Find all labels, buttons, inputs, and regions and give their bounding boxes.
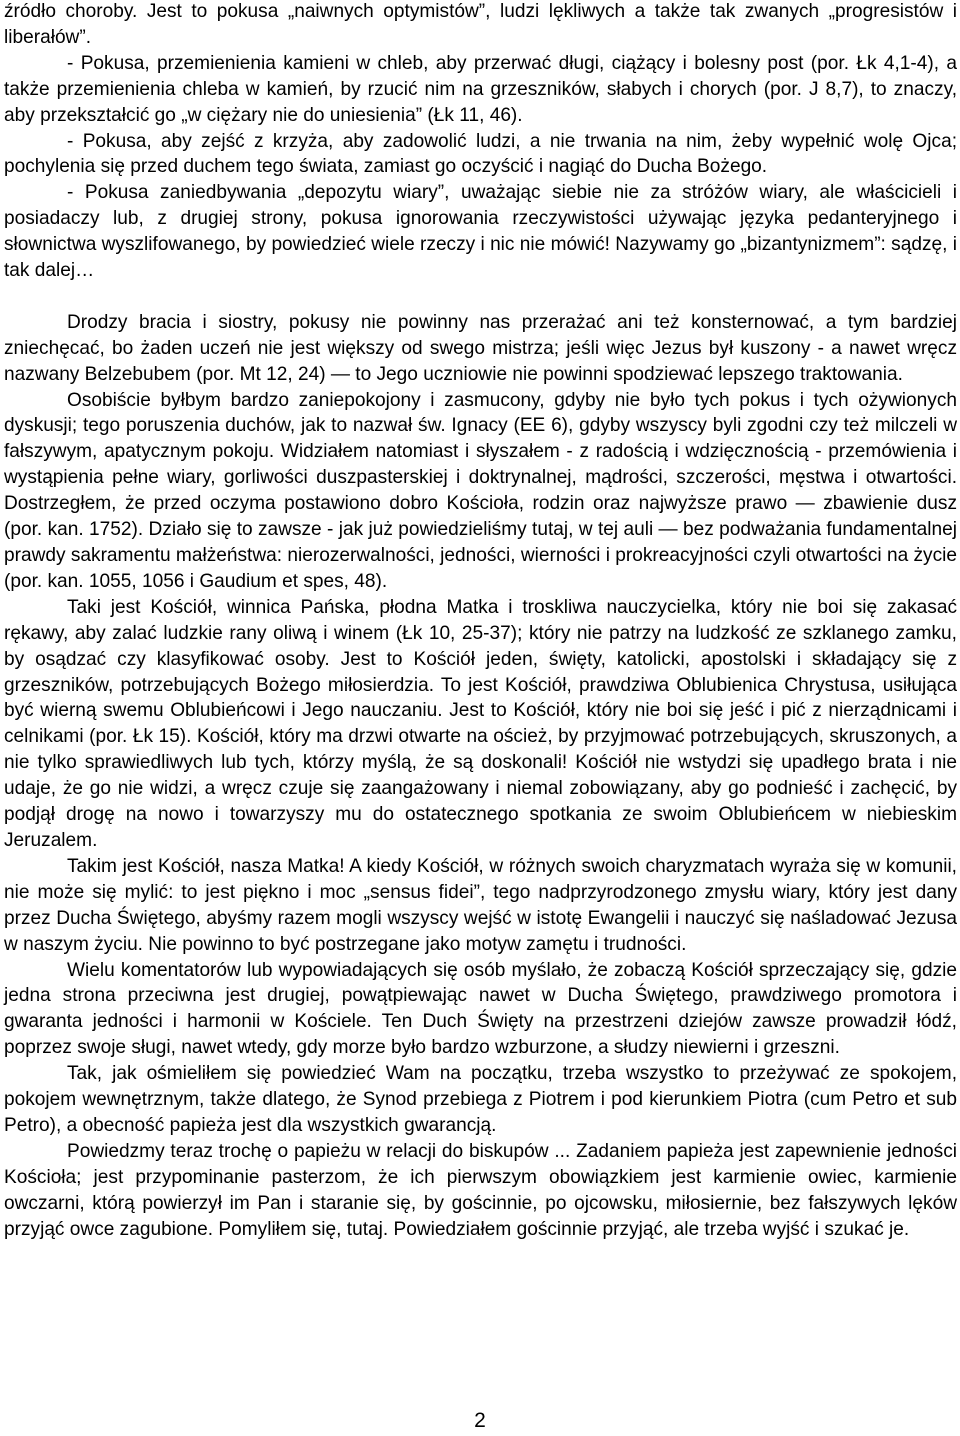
paragraph-commentators: Wielu komentatorów lub wypowiadających się osób myślało, że zobaczą Kościół sprzeczający się, gdzie jedna strona przeciwna jest drugiej, powątpiewając nawet w Ducha Świętego, prawdziwego promotora i gwaranta jedności i harmonii w Kościele. Ten Duch Święty na przestrzeni dziejów zawsze prowadził łódź, poprzez swoje sługi, nawet wtedy, gdy morze było bardzo wzburzone, a słudzy niewierni i grzeszni.	[4, 959, 957, 1059]
paragraph-temptation-cross: - Pokusa, aby zejść z krzyża, aby zadowolić ludzi, a nie trwania na nim, żeby wypełnić wolę Ojca; pochylenia się przed duchem tego świata, zamiast go oczyścić i nagiąć do Ducha Bożego.	[4, 130, 957, 178]
paragraph-peace: Tak, jak ośmieliłem się powiedzieć Wam na początku, trzeba wszystko to przeżywać ze spokojem, pokojem wewnętrznym, także dlatego, że Synod przebiega z Piotrem i pod kierunkiem Piotra (cum Petro et sub Petro), a obecność papieża jest dla wszystkich gwarancją.	[4, 1063, 957, 1136]
paragraph-temptation-deposit: - Pokusa zaniedbywania „depozytu wiary”, uważając siebie nie za stróżów wiary, ale właścicieli i posiadaczy lub, z drugiej strony, pokusa ignorowania rzeczywistości używając języka pedanteryjnego i słownictwa wyszlifowanego, by powiedzieć wiele rzeczy i nic nie mówić! Nazywamy go „bizantynizmem”: sądzę, i tak dalej…	[4, 182, 957, 282]
paragraph-dear-brothers: Drodzy bracia i siostry, pokusy nie powinny nas przerażać ani też konsternować, a tym bardziej zniechęcać, bo żaden uczeń nie jest większy od swego mistrza; jeśli więc Jezus był kuszony - a nawet wręcz nazwany Belzebubem (por. Mt 12, 24) — to Jego uczniowie nie powinni spodziewać lepszego traktowania.	[4, 311, 957, 385]
document-page	[4, 0, 957, 1436]
paragraph-temptation-bread: - Pokusa, przemienienia kamieni w chleb, aby przerwać długi, ciążący i bolesny post (por. Łk 4,1-4), a także przemienienia chleba w kamień, by rzucić nim na grzeszników, słabych i chorych (por. J 8,7), to znaczy, aby przekształcić go „w ciężary nie do uniesienia” (Łk 11, 46).	[4, 52, 957, 126]
page-number: 2	[474, 1409, 486, 1432]
paragraph-pope-bishops: Powiedzmy teraz trochę o papieżu w relacji do biskupów ... Zadaniem papieża jest zapewnienie jedności Kościoła; jest przypominanie pasterzom, że ich pierwszym obowiązkiem jest karmienie owiec, karmienie owczarni, którą powierzył im Pan i staranie się, by gościnnie, po ojcowsku, miłosiernie, bez fałszywych lęków przyjąć owce zagubione. Pomyliłem się, tutaj. Powiedziałem gościnnie przyjąć, ale trzeba wyjść i szukać je.	[4, 1140, 957, 1240]
paragraph-such-is-church: Taki jest Kościół, winnica Pańska, płodna Matka i troskliwa nauczycielka, który nie boi się zakasać rękawy, aby zalać ludzkie rany oliwą i winem (Łk 10, 25-37); który nie patrzy na ludzkość ze szklanego zamku, by osądzać czy klasyfikować osoby. Jest to Kościół jeden, święty, katolicki, apostolski i składający się z grzeszników, potrzebujących Bożego miłosierdzia. To jest Kościół, prawdziwa Oblubienica Chrystusa, usiłująca być wierną swemu Oblubieńcowi i Jego nauczaniu. Jest to Kościół, który nie boi się jeść i pić z nierządnicami i celnikami (por. Łk 15). Kościół, który ma drzwi otwarte na oścież, by przyjmować potrzebujących, skruszonych, a nie tylko sprawiedliwych lub tych, którzy myślą, że są doskonali! Kościół nie wstydzi się upadłego brata i nie udaje, że go nie widzi, a wręcz czuje się zaangażowany i niemal zobowiązany, aby go podnieść i zachęcić, by podjął drogę na nowo i towarzyszy mu do ostatecznego spotkania ze swoim Oblubieńcem w niebieskim Jeruzalem.	[4, 596, 957, 851]
paragraph-gap	[4, 284, 957, 310]
paragraph-continuation: źródło choroby. Jest to pokusa „naiwnych optymistów”, ludzi lękliwych a także tak zwanych „progresistów i liberałów”.	[4, 1, 957, 48]
paragraph-our-mother: Takim jest Kościół, nasza Matka! A kiedy Kościół, w różnych swoich charyzmatach wyraża się w komunii, nie może się mylić: to jest piękno i moc „sensus fidei”, tego nadprzyrodzonego zmysłu wiary, który jest dany przez Ducha Świętego, abyśmy razem mogli wszyscy wejść w istotę Ewangelii i nauczyć się naśladować Jezusa w naszym życiu. Nie powinno to być postrzegane jako motyw zamętu i trudności.	[4, 855, 957, 955]
paragraph-personally: Osobiście byłbym bardzo zaniepokojony i zasmucony, gdyby nie było tych pokus i tych ożywionych dyskusji; tego poruszenia duchów, jak to nazwał św. Ignacy (EE 6), gdyby wszyscy byli zgodni czy też milczeli w fałszywym, apatycznym pokoju. Widziałem natomiast i słyszałem - z radością i wdzięcznością - przemówienia i wystąpienia pełne wiary, gorliwości duszpasterskiej i doktrynalnej, mądrości, szczerości, męstwa i otwartości. Dostrzegłem, że przed oczyma postawiono dobro Kościoła, rodzin oraz najwyższe prawo — zbawienie dusz (por. kan. 1752). Działo się to zawsze - jak już powiedzieliśmy tutaj, w tej auli — bez podważania fundamentalnej prawdy sakramentu małżeństwa: nierozerwalności, jedności, wierności i prokreacyjności czyli otwartości na życie (por. kan. 1055, 1056 i Gaudium et spes, 48).	[4, 389, 957, 592]
